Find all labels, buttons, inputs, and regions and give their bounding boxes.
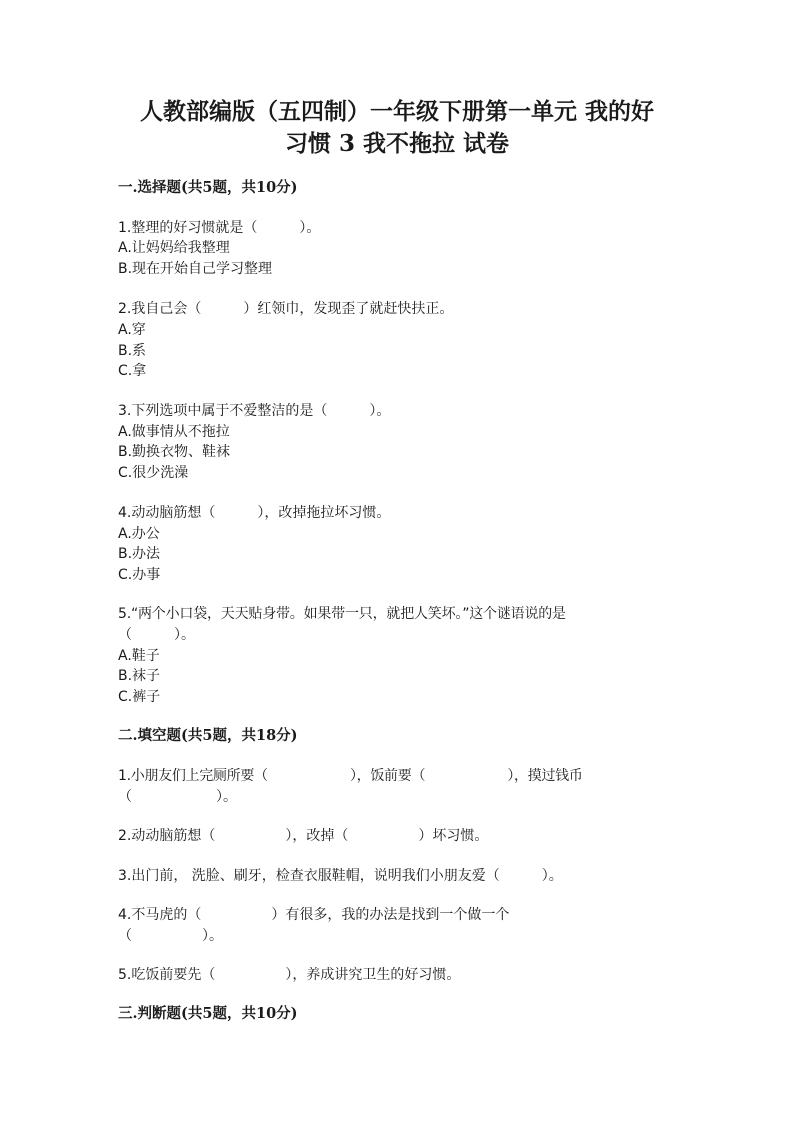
choice-question-4-option-a: A.办公 xyxy=(118,526,160,542)
choice-question-3-option-b: B.勤换衣物、鞋袜 xyxy=(118,444,231,460)
choice-question-2-option-c: C.拿 xyxy=(118,363,147,379)
choice-question-1: 1.整理的好习惯就是（ ）。 xyxy=(118,220,321,236)
choice-question-5-option-a: A.鞋子 xyxy=(118,648,160,664)
choice-question-4: 4.动动脑筋想（ ），改掉拖拉坏习惯。 xyxy=(118,505,391,521)
fill-question-4-line2: （ ）。 xyxy=(118,928,223,944)
choice-question-2-option-a: A.穿 xyxy=(118,322,146,338)
choice-question-1-option-a: A.让妈妈给我整理 xyxy=(118,240,230,256)
fill-question-1-line2: （ ）。 xyxy=(118,789,237,805)
exam-title-line2: 习惯 3 我不拖拉 试卷 xyxy=(284,130,510,157)
fill-question-4-line1: 4.不马虎的（ ）有很多，我的办法是找到一个做一个 xyxy=(118,907,510,923)
choice-question-5-line1: 5.“两个小口袋，天天贴身带。如果带一只，就把人笑坏。”这个谜语说的是 xyxy=(118,606,566,622)
choice-question-3: 3.下列选项中属于不爱整洁的是（ ）。 xyxy=(118,403,391,419)
choice-question-3-option-c: C.很少洗澡 xyxy=(118,465,189,481)
fill-question-3: 3.出门前， 洗脸、刷牙，检查衣服鞋帽，说明我们小朋友爱（ ）。 xyxy=(118,868,563,884)
fill-question-5: 5.吃饭前要先（ ），养成讲究卫生的好习惯。 xyxy=(118,967,461,983)
choice-question-2-option-b: B.系 xyxy=(118,343,147,359)
choice-question-4-option-c: C.办事 xyxy=(118,567,161,583)
section-heading-choice: 一.选择题(共5题，共10分) xyxy=(118,179,298,196)
fill-question-1-line1: 1.小朋友们上完厕所要（ ），饭前要（ ），摸过钱币 xyxy=(118,768,583,784)
choice-question-5-line2: （ ）。 xyxy=(118,627,195,643)
choice-question-2: 2.我自己会（ ）红领巾，发现歪了就赶快扶正。 xyxy=(118,301,454,317)
exam-title-line1: 人教部编版（五四制）一年级下册第一单元 我的好 xyxy=(139,98,654,125)
choice-question-4-option-b: B.办法 xyxy=(118,546,161,562)
choice-question-5-option-b: B.袜子 xyxy=(118,668,161,684)
choice-question-1-option-b: B.现在开始自己学习整理 xyxy=(118,261,273,277)
fill-question-2: 2.动动脑筋想（ ），改掉（ ）坏习惯。 xyxy=(118,828,489,844)
choice-question-3-option-a: A.做事情从不拖拉 xyxy=(118,424,230,440)
choice-question-5-option-c: C.裤子 xyxy=(118,689,161,705)
section-heading-fill: 二.填空题(共5题，共18分) xyxy=(118,727,298,744)
section-heading-judge: 三.判断题(共5题，共10分) xyxy=(118,1005,298,1022)
